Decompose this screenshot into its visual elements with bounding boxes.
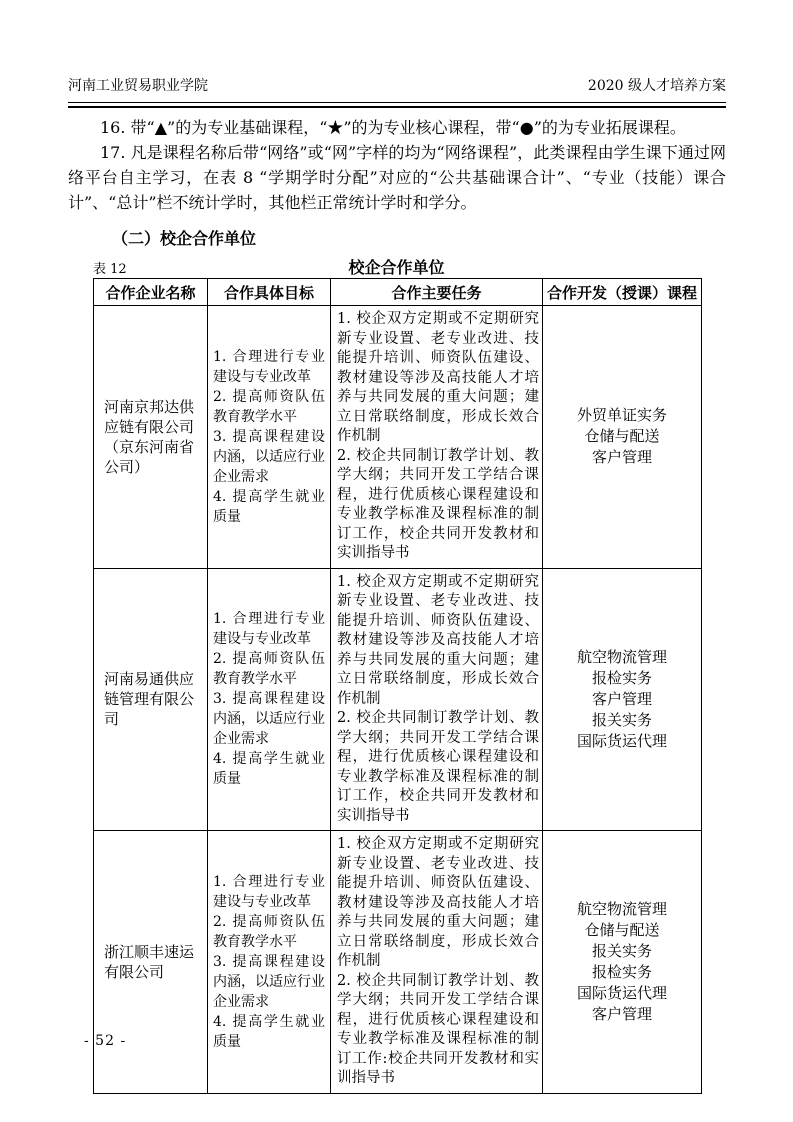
tasks-cell xyxy=(331,831,543,1094)
course-name: 航空物流管理 xyxy=(576,899,667,918)
goal-item: 2. 提高师资队伍教育教学水平 xyxy=(213,913,325,950)
goal-item: 1. 合理进行专业建设与专业改革 xyxy=(213,611,325,648)
course-name: 客户管理 xyxy=(591,448,652,467)
goal-item: 4. 提高学生就业质量 xyxy=(213,488,325,525)
goal-item: 2. 提高师资队伍教育教学水平 xyxy=(213,388,325,425)
task-item: 2. 校企共同制订教学计划、教学大纲；共同开发工学结合课程，进行优质核心课程建设和专业教学标准及课程标准的制订工作:校企共同开发教材和实训指导书 xyxy=(337,972,539,1086)
goal-item: 1. 合理进行专业建设与专业改革 xyxy=(213,348,325,385)
course-name: 客户管理 xyxy=(591,689,652,708)
goals-cell xyxy=(208,306,331,569)
goal-item: 2. 提高师资队伍教育教学水平 xyxy=(213,651,325,688)
cooperation-table xyxy=(93,278,702,1094)
table-number-label: 表 12 xyxy=(93,262,127,277)
header-school-name: 河南工业贸易职业学院 xyxy=(68,78,208,94)
document-body xyxy=(68,115,726,1094)
course-name: 仓储与配送 xyxy=(584,920,660,939)
course-name: 仓储与配送 xyxy=(584,427,660,446)
table-row xyxy=(94,568,702,831)
note-item-16: 16. 带“▲”的为专业基础课程，“★”的为专业核心课程，带“●”的为专业拓展课程。 xyxy=(100,118,686,137)
table-header-row xyxy=(94,279,702,306)
goals-cell xyxy=(208,831,331,1094)
course-name: 国际货运代理 xyxy=(576,731,667,750)
header-rule xyxy=(68,102,726,108)
courses-cell xyxy=(543,306,702,569)
company-cell xyxy=(94,568,208,831)
task-item: 2. 校企共同制订教学计划、教学大纲；共同开发工学结合课程，进行优质核心课程建设和专业教学标准及课程标准的制订工作，校企共同开发教材和实训指导书 xyxy=(337,447,539,561)
section-heading: （二）校企合作单位 xyxy=(112,229,257,248)
tasks-cell xyxy=(331,568,543,831)
course-name: 报检实务 xyxy=(591,962,652,981)
goal-item: 1. 合理进行专业建设与专业改革 xyxy=(213,873,325,910)
page-header xyxy=(68,75,726,102)
company-cell xyxy=(94,306,208,569)
course-name: 报关实务 xyxy=(591,941,652,960)
course-name: 国际货运代理 xyxy=(576,983,667,1002)
header-doc-title: 2020 级人才培养方案 xyxy=(587,78,726,94)
courses-cell xyxy=(543,568,702,831)
column-header: 合作开发（授课）课程 xyxy=(543,279,702,306)
course-name: 外贸单证实务 xyxy=(576,406,667,425)
note-item-17: 17. 凡是课程名称后带“网络”或“网”字样的均为“网络课程”，此类课程由学生课下通过网络平台自主学习，在表 8 “学期学时分配”对应的“公共基础课合计”、“专业（技能）课合计”、“总计”栏不统计学时，其他栏正常统计学时和学分。 xyxy=(68,143,726,212)
table-row xyxy=(94,831,702,1094)
goal-item: 3. 提高课程建设内涵，以适应行业企业需求 xyxy=(213,691,325,748)
tasks-cell xyxy=(331,306,543,569)
column-header: 合作具体目标 xyxy=(208,279,331,306)
goal-item: 3. 提高课程建设内涵，以适应行业企业需求 xyxy=(213,428,325,485)
task-item: 1. 校企双方定期或不定期研究新专业设置、老专业改进、技能提升培训、师资队伍建设、教材建设等涉及高技能人才培养与共同发展的重大问题；建立日常联络制度，形成长效合作机制 xyxy=(337,311,539,444)
table-title: 校企合作单位 xyxy=(348,258,445,277)
page-number: - 52 - xyxy=(84,1033,127,1049)
task-item: 1. 校企双方定期或不定期研究新专业设置、老专业改进、技能提升培训、师资队伍建设、教材建设等涉及高技能人才培养与共同发展的重大问题；建立日常联络制度，形成长效合作机制 xyxy=(337,573,539,707)
table-caption xyxy=(93,255,700,278)
goal-item: 4. 提高学生就业质量 xyxy=(213,1013,325,1050)
course-name: 报关实务 xyxy=(591,710,652,729)
company-name: 浙江顺丰速运有限公司 xyxy=(104,942,195,981)
task-item: 1. 校企双方定期或不定期研究新专业设置、老专业改进、技能提升培训、师资队伍建设、教材建设等涉及高技能人才培养与共同发展的重大问题；建立日常联络制度，形成长效合作机制 xyxy=(337,836,539,969)
courses-cell xyxy=(543,831,702,1094)
column-header: 合作主要任务 xyxy=(331,279,543,306)
course-name: 客户管理 xyxy=(591,1004,652,1023)
company-name: 河南易通供应链管理有限公司 xyxy=(104,670,195,729)
table-row xyxy=(94,306,702,569)
column-header: 合作企业名称 xyxy=(94,279,208,306)
goal-item: 3. 提高课程建设内涵，以适应行业企业需求 xyxy=(213,953,325,1010)
course-name: 报检实务 xyxy=(591,668,652,687)
goal-item: 4. 提高学生就业质量 xyxy=(213,751,325,788)
course-name: 航空物流管理 xyxy=(576,647,667,666)
goals-cell xyxy=(208,568,331,831)
company-name: 河南京邦达供应链有限公司（京东河南省公司） xyxy=(104,397,195,476)
company-cell xyxy=(94,831,208,1094)
task-item: 2. 校企共同制订教学计划、教学大纲；共同开发工学结合课程，进行优质核心课程建设和专业教学标准及课程标准的制订工作，校企共同开发教材和实训指导书 xyxy=(337,710,539,824)
